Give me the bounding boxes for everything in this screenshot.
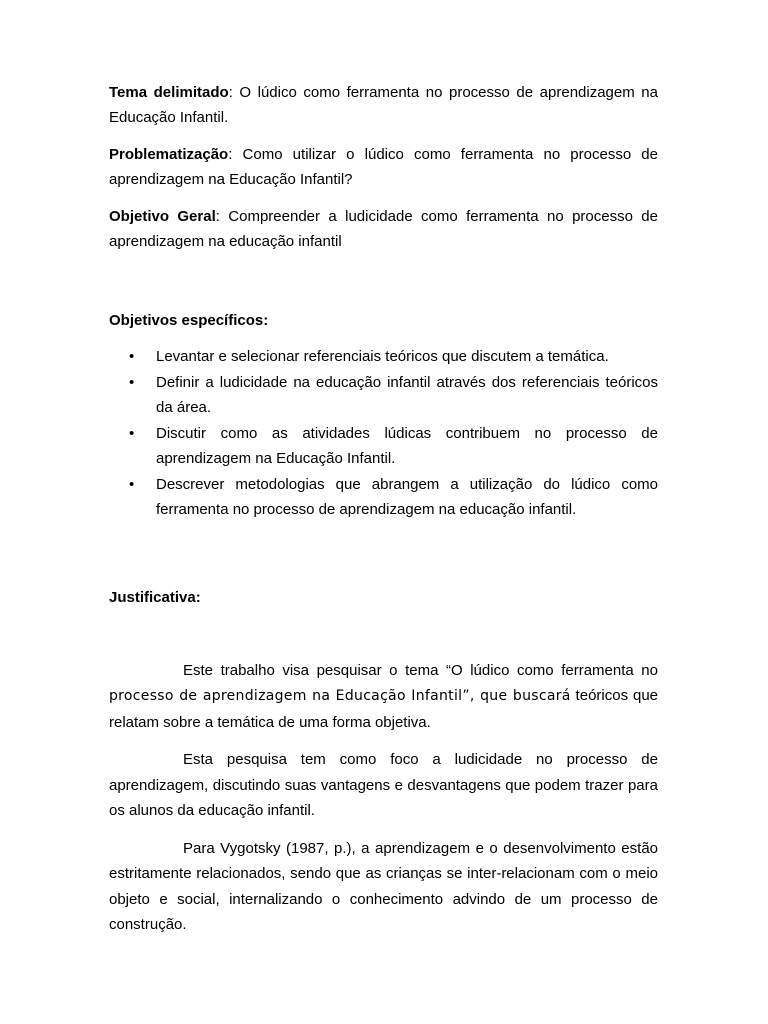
justificativa-p1-end: teóricos que relatam sobre a temática de uma forma objetiva.: [109, 687, 659, 731]
list-item-text: Discutir como as atividades lúdicas contribuem no processo de aprendizagem na Educação Infantil.: [156, 424, 658, 467]
document-page: [109, 80, 658, 938]
list-item: [109, 344, 658, 370]
objetivo-geral: [109, 204, 658, 254]
bullet-icon: •: [129, 348, 135, 365]
bullet-icon: •: [129, 475, 135, 493]
list-item-text: Descrever metodologias que abrangem a utilização do lúdico como ferramenta no processo de aprendizagem na educação infantil.: [156, 475, 658, 518]
objetivos-especificos-heading: Objetivos específicos:: [109, 312, 269, 329]
list-item: [109, 472, 658, 523]
justificativa-paragraph-1: [109, 658, 658, 736]
problematizacao: [109, 142, 658, 192]
list-item: [109, 370, 658, 421]
list-item-text: Definir a ludicidade na educação infantil através dos referenciais teóricos da área.: [156, 373, 658, 416]
tema-label: Tema delimitado: [109, 84, 229, 101]
justificativa-p1-start: Este trabalho visa pesquisar o tema “O lúdico como ferramenta no: [183, 661, 658, 679]
tema-delimitado: [109, 80, 658, 130]
justificativa-heading: Justificativa:: [109, 588, 201, 606]
objetivos-list: [109, 344, 658, 523]
tema-text: : O lúdico como ferramenta no processo de aprendizagem na Educação Infantil.: [109, 84, 658, 126]
problematizacao-text: : Como utilizar o lúdico como ferramenta no processo de aprendizagem na Educação Infantil?: [109, 146, 658, 188]
bullet-icon: •: [129, 373, 135, 391]
list-item: [109, 421, 658, 472]
objetivo-geral-text: : Compreender a ludicidade como ferramenta no processo de aprendizagem na educação infantil: [109, 208, 658, 250]
justificativa-paragraph-3: Para Vygotsky (1987, p.), a aprendizagem e o desenvolvimento estão estritamente relacionados, sendo que as crianças se inter-relacionam com o meio objeto e social, internalizando o conhecimento advindo de um processo de construção.: [109, 839, 658, 933]
justificativa-p1-middle: processo de aprendizagem na Educação Infantil”, que buscará: [109, 688, 571, 704]
bullet-icon: •: [129, 424, 135, 442]
objetivo-geral-label: Objetivo Geral: [109, 208, 216, 225]
problematizacao-label: Problematização: [109, 146, 229, 163]
list-item-text: Levantar e selecionar referenciais teóricos que discutem a temática.: [156, 348, 609, 365]
justificativa-paragraph-2: Esta pesquisa tem como foco a ludicidade no processo de aprendizagem, discutindo suas vantagens e desvantagens que podem trazer para os alunos da educação infantil.: [109, 751, 658, 819]
